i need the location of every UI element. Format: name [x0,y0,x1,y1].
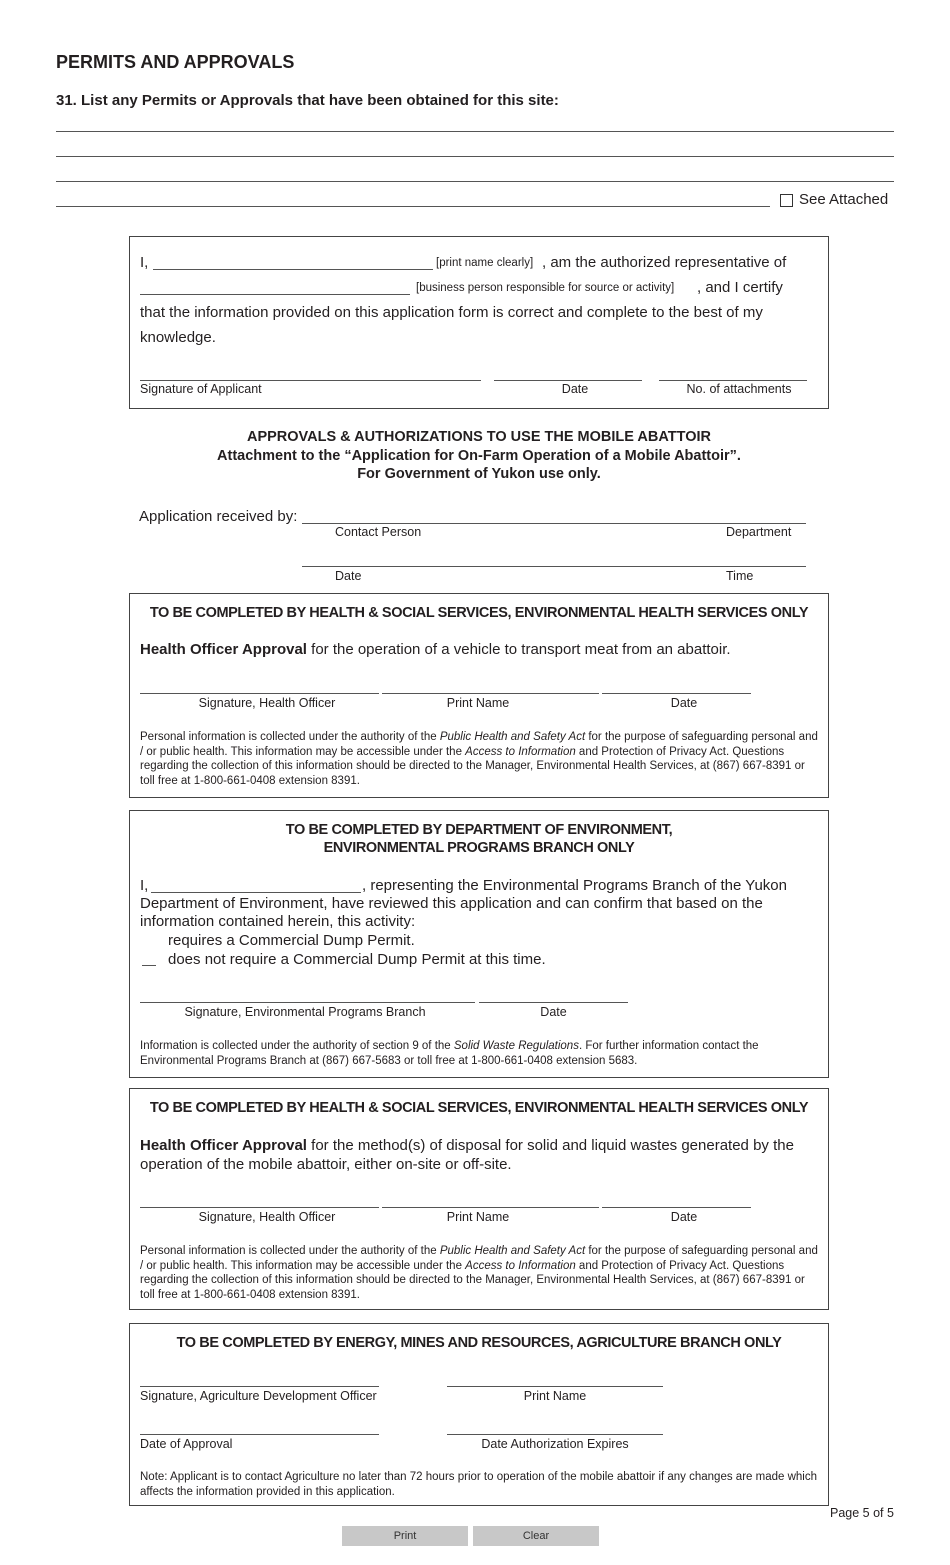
hss2-signature-label: Signature, Health Officer [198,1210,336,1224]
health-services-box-2 [129,1088,829,1310]
health-services-box-1 [129,593,829,798]
hss2-print-name-line[interactable] [382,1207,599,1208]
business-line[interactable] [140,294,410,295]
hss1-notice-c: and Protection of Privacy Act. Questions regarding the collection of this information should be directed to the Manager, Environmental Health Services, at (867) 667-8391 or toll free at 1-800-661-0408 extension 8391. [140,745,805,787]
env-date-label: Date [540,1005,567,1019]
applicant-date-line[interactable] [494,380,642,381]
env-heading [130,821,828,857]
env-i: I, [140,877,149,894]
hss1-signature-line[interactable] [140,693,379,694]
env-heading-line-1: TO BE COMPLETED BY DEPARTMENT OF ENVIRONMENT, [285,822,673,838]
certification-box [129,236,829,409]
hss1-approval-bold: Health Officer Approval [140,641,307,658]
business-hint: [business person responsible for source or activity] [416,282,675,294]
hss1-signature-label: Signature, Health Officer [198,696,336,710]
env-option-not-required: does not require a Commercial Dump Permit at this time. [168,951,546,968]
hss2-signature-line[interactable] [140,1207,379,1208]
env-name-line[interactable] [151,892,361,893]
emr-expiry-date-label: Date Authorization Expires [481,1437,629,1451]
approvals-heading-line-3: For Government of Yukon use only. [357,466,601,482]
env-heading-line-2: ENVIRONMENTAL PROGRAMS BRANCH ONLY [323,840,635,856]
print-name-line[interactable] [153,269,433,270]
emr-heading: TO BE COMPLETED BY ENERGY, MINES AND RESOURCES, AGRICULTURE BRANCH ONLY [176,1335,782,1351]
emr-signature-line[interactable] [140,1386,379,1387]
permits-line-4[interactable] [56,206,770,207]
env-line-2: Department of Environment, have reviewed this application and can confirm that based on the [140,895,763,912]
hss2-notice-b: for the purpose of safeguarding personal and / or public health. This information may be accessible under the [140,1245,818,1272]
hss2-privacy-notice [140,1244,820,1302]
agriculture-box [129,1323,829,1506]
approvals-heading-line-2: Attachment to the “Application for On-Farm Operation of a Mobile Abattoir”. [217,447,741,464]
hss1-date-label: Date [670,696,698,710]
emr-signature-label: Signature, Agriculture Development Officer [140,1389,377,1403]
hss1-privacy-notice [140,730,820,788]
env-date-line[interactable] [479,1002,628,1003]
page-title: PERMITS AND APPROVALS [56,52,295,72]
env-notice-reg: Solid Waste Regulations [453,1040,579,1052]
emr-expiry-date-line[interactable] [447,1434,663,1435]
hss2-date-label: Date [670,1210,698,1224]
emr-print-name-label: Print Name [523,1389,587,1403]
received-by-line[interactable] [302,523,806,524]
permits-line-2[interactable] [56,156,894,157]
received-date-time-line[interactable] [302,566,806,567]
contact-person-label: Contact Person [335,525,422,539]
department-label: Department [726,525,792,539]
hss1-notice-act: Public Health and Safety Act [439,731,586,743]
env-notice-b: . For further information contact the Environmental Programs Branch at (867) 667-5683 or toll free at 1-800-661-0408 extension 5683. [140,1040,759,1067]
hss2-notice-ati: Access to Information [465,1259,576,1272]
env-line-1: , representing the Environmental Programs Branch of the Yukon [362,877,787,894]
env-signature-label: Signature, Environmental Programs Branch [184,1005,426,1019]
env-signature-line[interactable] [140,1002,475,1003]
hss2-notice-a: Personal information is collected under the authority of the [140,1245,440,1257]
cert-line-4: knowledge. [140,329,216,346]
environment-box [129,810,829,1078]
hss2-approval [140,1136,810,1174]
see-attached-checkbox[interactable] [780,194,793,207]
applicant-signature-label: Signature of Applicant [140,382,262,396]
clear-button[interactable]: Clear [473,1526,599,1546]
attachments-label: No. of attachments [686,382,792,396]
applicant-date-label: Date [561,382,589,396]
hss2-notice-c: and Protection of Privacy Act. Questions regarding the collection of this information should be directed to the Manager, Environmental Health Services, at (867) 667-8391 or toll free at 1-800-661-0408 extension 8391. [140,1259,805,1301]
print-name-hint: [print name clearly] [436,257,534,269]
see-attached-label: See Attached [799,191,889,208]
emr-note: Note: Applicant is to contact Agriculture no later than 72 hours prior to operation of the mobile abattoir if any changes are made which affects the information provided in this application. [140,1471,817,1498]
page-number: Page 5 of 5 [830,1506,894,1520]
cert-authorized: , am the authorized representative of [542,254,787,271]
cert-line-3: that the information provided on this application form is correct and complete to the best of my [140,304,763,321]
cert-i: I, [140,254,149,271]
hss2-date-line[interactable] [602,1207,751,1208]
question-31: 31. List any Permits or Approvals that have been obtained for this site: [56,92,559,109]
env-line-3: information contained herein, this activity: [140,913,416,930]
approvals-heading-line-1: APPROVALS & AUTHORIZATIONS TO USE THE MOBILE ABATTOIR [246,429,711,445]
permits-line-1[interactable] [56,131,894,132]
emr-approval-date-line[interactable] [140,1434,379,1435]
received-by-label: Application received by: [139,508,298,525]
attachments-line[interactable] [659,380,807,381]
hss1-notice-b: for the purpose of safeguarding personal and / or public health. This information may be accessible under the [140,731,818,758]
received-date-label: Date [335,569,362,583]
applicant-signature-line[interactable] [140,380,481,381]
env-notice-a: Information is collected under the authority of section 9 of the [140,1040,454,1052]
print-button[interactable]: Print [342,1526,468,1546]
received-time-label: Time [726,569,754,583]
hss1-notice-ati: Access to Information [465,745,576,758]
emr-approval-date-label: Date of Approval [140,1437,233,1451]
hss1-approval-text: for the operation of a vehicle to transport meat from an abattoir. [306,641,731,658]
hss2-heading: TO BE COMPLETED BY HEALTH & SOCIAL SERVICES, ENVIRONMENTAL HEALTH SERVICES ONLY [149,1100,809,1116]
emr-print-name-line[interactable] [447,1386,663,1387]
env-option-not-required-mark[interactable] [142,965,156,966]
hss2-notice-act: Public Health and Safety Act [439,1245,586,1257]
hss1-notice-a: Personal information is collected under the authority of the [140,731,440,743]
hss1-print-name-label: Print Name [446,696,510,710]
env-option-requires: requires a Commercial Dump Permit. [168,932,415,949]
permits-line-3[interactable] [56,181,894,182]
cert-certify: , and I certify [697,279,783,296]
hss1-date-line[interactable] [602,693,751,694]
hss1-heading: TO BE COMPLETED BY HEALTH & SOCIAL SERVICES, ENVIRONMENTAL HEALTH SERVICES ONLY [149,605,809,621]
hss2-approval-text: for the method(s) of disposal for solid and liquid wastes generated by the operation of the mobile abattoir, either on-site or off-site. [140,1137,794,1173]
hss2-approval-bold: Health Officer Approval [140,1137,307,1154]
hss1-approval [140,641,731,658]
env-notice [140,1039,820,1068]
approvals-heading [129,428,829,484]
hss1-print-name-line[interactable] [382,693,599,694]
hss2-print-name-label: Print Name [446,1210,510,1224]
